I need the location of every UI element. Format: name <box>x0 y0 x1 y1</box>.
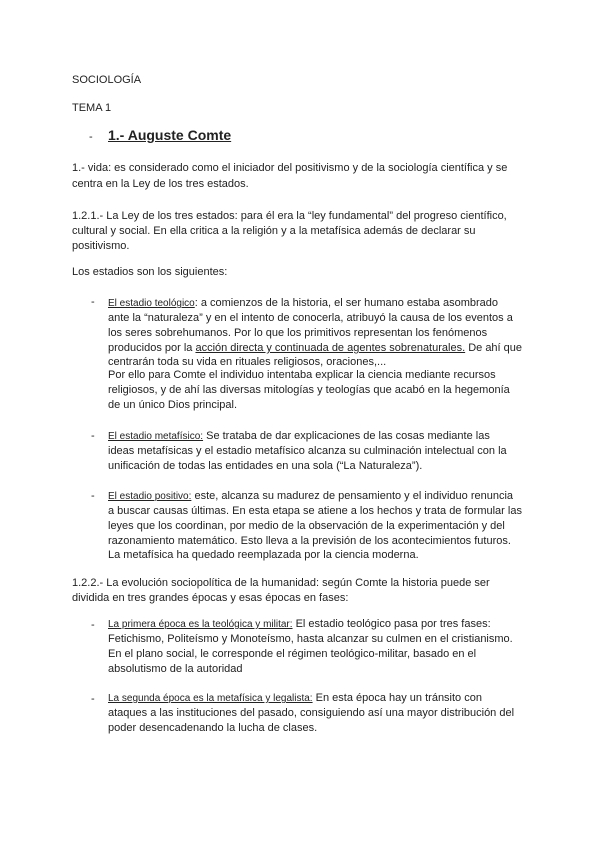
teologico-underlined: acción directa y continuada de agentes sobrenaturales. <box>195 342 466 354</box>
teologico-line-8: de un único Dios principal. <box>108 399 238 411</box>
metafisico-line-3: unificación de todas las entidades en una sola (“La Naturaleza”). <box>108 460 423 472</box>
ley-line-3: positivismo. <box>72 240 130 252</box>
positivo-line-2: a buscar causas últimas. En esta etapa se atiene a los hechos y trata de formular las <box>108 505 522 517</box>
segunda-line-1: La segunda época es la metafísica y legalista: En esta época hay un tránsito con <box>108 692 482 704</box>
teologico-line-7: religiosos, y de ahí las diversas mitologías y teologías que acabó en la hegemonía <box>108 384 510 396</box>
ley-line-2: cultural y social. En ella critica a la religión y a la metafísica además de declarar su <box>72 225 476 237</box>
positivo-line-5: La metafísica ha quedado reemplazada por la ciencia moderna. <box>108 549 419 561</box>
teologico-line-4: producidos por la acción directa y continuada de agentes sobrenaturales. De ahí que <box>108 342 523 354</box>
primera-title: La primera época es la teológica y militar: <box>108 619 293 630</box>
positivo-title: El estadio positivo: <box>108 491 192 502</box>
teologico-line-6: Por ello para Comte el individuo intentaba explicar la ciencia mediante recursos <box>108 369 496 381</box>
heading-bullet: - <box>89 131 93 143</box>
list-bullet: - <box>91 296 95 308</box>
tema-label: TEMA 1 <box>72 102 112 114</box>
evolucion-line-1: 1.2.2.- La evolución sociopolítica de la humanidad: según Comte la historia puede ser <box>72 577 490 589</box>
teologico-line-5: centrarán toda su vida en rituales religiosos, oraciones,... <box>108 356 387 368</box>
evolucion-line-2: dividida en tres grandes épocas y esas épocas en fases: <box>72 592 349 604</box>
estados-intro: Los estadios son los siguientes: <box>72 266 228 278</box>
list-bullet: - <box>91 619 95 631</box>
metafisico-line-2: ideas metafísicas y el estadio metafísico alcanza su culminación intelectual con la <box>108 445 507 457</box>
positivo-line-1: El estadio positivo: este, alcanza su madurez de pensamiento y el individuo renuncia <box>108 490 514 502</box>
primera-line-2: Fetichismo, Politeísmo y Monoteísmo, hasta alcanzar su culmen en el cristianismo. <box>108 633 513 645</box>
list-bullet: - <box>91 490 95 502</box>
list-bullet: - <box>91 430 95 442</box>
primera-line-4: absolutismo de la autoridad <box>108 663 243 675</box>
metafisico-title: El estadio metafísico: <box>108 431 204 442</box>
subject-title: SOCIOLOGÍA <box>72 74 142 86</box>
vida-line-2: centra en la Ley de los tres estados. <box>72 178 249 190</box>
teologico-line-1: El estadio teológico: a comienzos de la historia, el ser humano estaba asombrado <box>108 297 499 309</box>
teologico-line-2: ante la “naturaleza” y en el intento de conocerla, atribuyó la causa de los eventos a <box>108 312 513 324</box>
vida-line-1: 1.- vida: es considerado como el iniciador del positivismo y de la sociología científica y se <box>72 162 508 174</box>
teologico-line-3: los seres sobrehumanos. Por lo que los primitivos representan los fenómenos <box>108 327 488 339</box>
segunda-line-2: ataques a las instituciones del pasado, consiguiendo así una mayor distribución del <box>108 707 515 719</box>
list-bullet: - <box>91 693 95 705</box>
section-heading: 1.- Auguste Comte <box>108 127 232 143</box>
primera-line-1: La primera época es la teológica y militar: El estadio teológico pasa por tres fases: <box>108 618 491 630</box>
positivo-line-4: razonamiento matemático. Esto lleva a la previsión de los acontecimientos futuros. <box>108 535 511 547</box>
metafisico-line-1: El estadio metafísico: Se trataba de dar explicaciones de las cosas mediante las <box>108 430 490 442</box>
primera-line-3: En el plano social, le corresponde el régimen teológico-militar, basado en el <box>108 648 477 660</box>
segunda-line-3: poder desencadenando la lucha de clases. <box>108 722 318 734</box>
positivo-line-3: leyes que los coordinan, por medio de la observación de la experimentación y del <box>108 520 505 532</box>
ley-line-1: 1.2.1.- La Ley de los tres estados: para él era la “ley fundamental” del progreso científico, <box>72 210 507 222</box>
teologico-title: El estadio teológico <box>108 298 195 309</box>
segunda-title: La segunda época es la metafísica y legalista: <box>108 693 313 704</box>
